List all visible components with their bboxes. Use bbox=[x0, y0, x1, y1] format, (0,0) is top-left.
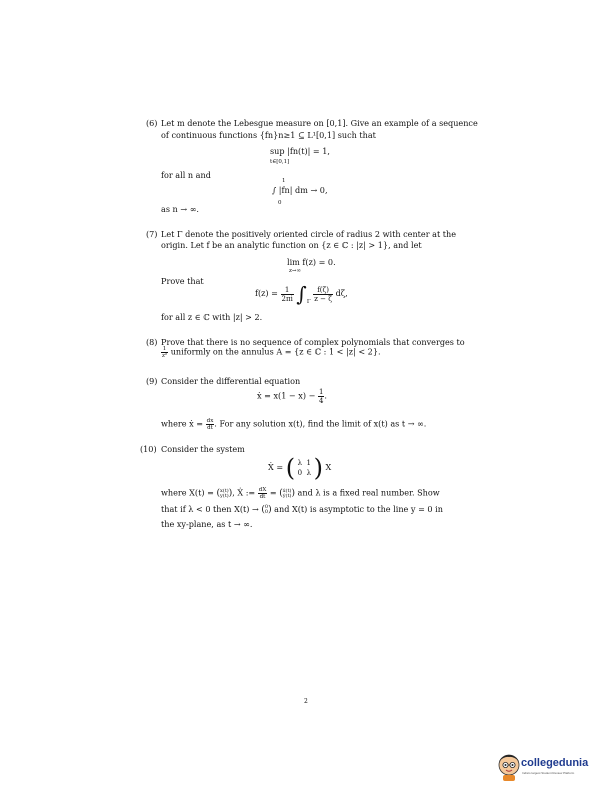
integral-lower: 0 bbox=[278, 200, 282, 206]
problem-6-line2: of continuous functions {fn}n≥1 ⊆ L¹[0,1] such that bbox=[161, 130, 376, 140]
page-number: 2 bbox=[304, 698, 308, 705]
problem-8-line2: $\frac{1}{\text{z²}}$ uniformly on the annulus A = {z ∈ ℂ : 1 < |z| < 2}. bbox=[162, 346, 381, 359]
problem-6-label: (6) bbox=[146, 118, 158, 128]
problem-8-label: (8) bbox=[146, 337, 158, 347]
problem-7-line3: Prove that bbox=[161, 276, 204, 286]
problem-9-line1: Consider the differential equation bbox=[161, 376, 301, 386]
problem-7-line2: origin. Let f be an analytic function on {z ∈ ℂ : |z| > 1}, and let bbox=[161, 240, 422, 250]
problem-6-eq1: sup |fn(t)| = 1, bbox=[270, 146, 330, 156]
problem-9-line2: where ẋ = $\frac{dx}{dt}$ . For any solution x(t), find the limit of x(t) as t → ∞. bbox=[161, 418, 427, 431]
problem-7-label: (7) bbox=[146, 229, 158, 239]
logo-tagline: India's largest Student Review Platform bbox=[522, 771, 575, 775]
problem-6-eq2: 1 0 ∫ |fn| dm → 0, bbox=[272, 178, 328, 206]
collegedunia-logo bbox=[493, 749, 603, 785]
logo-name: collegedunia bbox=[521, 757, 589, 769]
problem-10-label: (10) bbox=[140, 444, 157, 454]
problem-7-eq2: f(z) = $\frac{1}{2\pi i}$ $\int_\Gamma$ $\frac{f(\zeta)}{z - \zeta}$ dζ, bbox=[255, 282, 348, 306]
problem-6-line3: for all n and bbox=[161, 170, 211, 180]
problem-6-line4: as n → ∞. bbox=[161, 204, 200, 214]
problem-8-line1: Prove that there is no sequence of complex polynomials that converges to bbox=[161, 337, 465, 347]
problem-10-line3: that if λ < 0 then X(t) → (0 0) and X(t) is asymptotic to the line y = 0 in bbox=[161, 504, 443, 515]
integral-upper: 1 bbox=[282, 178, 286, 184]
problem-10-line2: where X(t) = (x(t) y(t)), Ẋ := $\frac{dX}{dt}$ = (ẋ(t) ẏ(t)) and λ is a fixed real number. Show bbox=[161, 487, 440, 500]
problem-10-line1: Consider the system bbox=[161, 444, 245, 454]
problem-10-eq: Ẋ = ( λ 1 0 λ ) X bbox=[268, 454, 332, 482]
problem-9-label: (9) bbox=[146, 376, 158, 386]
problem-6-eq1-sub: t∈[0,1] bbox=[270, 159, 290, 165]
problem-10-line4: the xy-plane, as t → ∞. bbox=[161, 519, 253, 529]
problem-7-line1: Let Γ denote the positively oriented circle of radius 2 with center at the bbox=[161, 229, 457, 239]
problem-9-eq: ẋ = x(1 − x) − $\frac{1}{4}$ . bbox=[257, 388, 327, 405]
problem-6-line1: Let m denote the Lebesgue measure on [0,1]. Give an example of a sequence bbox=[161, 118, 478, 128]
problem-7-eq1-sub: z→∞ bbox=[289, 268, 302, 274]
problem-7-eq1: lim f(z) = 0. bbox=[287, 257, 336, 267]
problem-7-line4: for all z ∈ ℂ with |z| > 2. bbox=[161, 312, 263, 322]
matrix: λ 1 0 λ bbox=[297, 459, 312, 477]
